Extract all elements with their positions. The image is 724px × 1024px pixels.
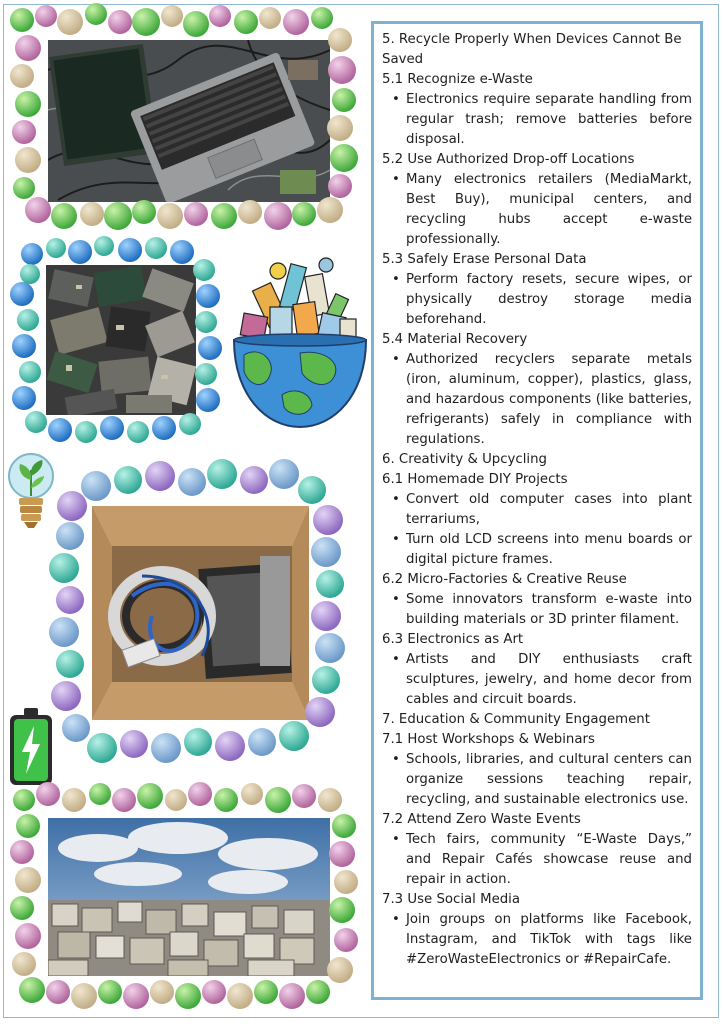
section-heading: 5.3 Safely Erase Personal Data — [382, 252, 587, 267]
bullet-list — [382, 490, 692, 570]
bullet-list — [382, 350, 692, 450]
list-item: • Join groups on platforms like Facebook, Instagram, and TikTok with tags like #ZeroWasteElectronics or #RepairCafe. — [406, 910, 692, 970]
section-heading: 6.2 Micro-Factories & Creative Reuse — [382, 572, 627, 587]
list-item: • Turn old LCD screens into menu boards or digital picture frames. — [406, 530, 692, 570]
section-heading: 5.2 Use Authorized Drop-off Locations — [382, 152, 635, 167]
list-item: • Many electronics retailers (MediaMarkt, Best Buy), municipal centers, and recycling hubs accept e-waste professionally. — [406, 170, 692, 250]
list-item: • Convert old computer cases into plant terrariums, — [406, 490, 692, 530]
text-content — [382, 30, 692, 970]
list-item: • Authorized recyclers separate metals (iron, aluminum, copper), plastics, glass, and hazardous components (like batteries, refrigerants) safely in compliance with regulations. — [406, 350, 692, 450]
bullet-list — [382, 910, 692, 970]
section-heading: 7.2 Attend Zero Waste Events — [382, 812, 581, 827]
text-panel — [371, 21, 703, 1000]
earth-bowl-trash-icon — [230, 245, 370, 430]
lightbulb-plant-icon — [4, 450, 58, 532]
section-heading: 7.3 Use Social Media — [382, 892, 521, 907]
list-item: • Artists and DIY enthusiasts craft sculptures, jewelry, and home decor from cables and circuit boards. — [406, 650, 692, 710]
battery-charging-icon — [4, 706, 58, 788]
box-of-cables-photo-icon — [92, 506, 309, 720]
section-heading: 6.3 Electronics as Art — [382, 632, 524, 647]
section-heading: 6. Creativity & Upcycling — [382, 452, 547, 467]
list-item: • Schools, libraries, and cultural centers can organize sessions teaching repair, recycling, and sustainable electronics use. — [406, 750, 692, 810]
section-heading: 5.1 Recognize e-Waste — [382, 72, 533, 87]
bullet-list — [382, 590, 692, 630]
bullet-list — [382, 90, 692, 150]
list-item: • Perform factory resets, secure wipes, or physically destroy storage media beforehand. — [406, 270, 692, 330]
section-heading: 5. Recycle Properly When Devices Cannot Be Saved — [382, 32, 682, 67]
section-heading: 5.4 Material Recovery — [382, 332, 528, 347]
list-item: • Electronics require separate handling from regular trash; remove batteries before disposal. — [406, 90, 692, 150]
bullet-list — [382, 830, 692, 890]
list-item: • Tech fairs, community “E-Waste Days,” and Repair Cafés showcase reuse and repair in action. — [406, 830, 692, 890]
section-heading: 7.1 Host Workshops & Webinars — [382, 732, 595, 747]
bullet-list — [382, 270, 692, 330]
section-heading: 6.1 Homemade DIY Projects — [382, 472, 568, 487]
list-item: • Some innovators transform e-waste into building materials or 3D printer filament. — [406, 590, 692, 630]
ewaste-dump-photo-icon — [48, 818, 330, 976]
laptop-ewaste-photo-icon — [48, 40, 330, 202]
circuit-boards-photo-icon — [46, 265, 196, 415]
section-heading: 7. Education & Community Engagement — [382, 712, 650, 727]
bullet-list — [382, 170, 692, 250]
bullet-list — [382, 750, 692, 810]
bullet-list — [382, 650, 692, 710]
